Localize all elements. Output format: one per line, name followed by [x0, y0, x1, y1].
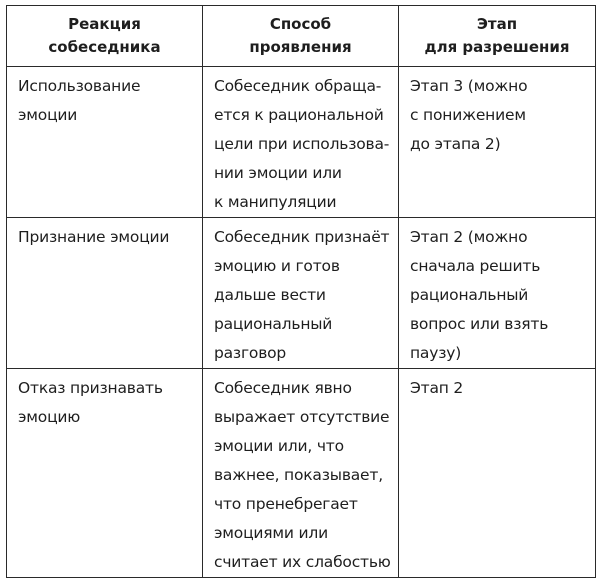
header-text: Этап	[476, 15, 518, 33]
header-text: собеседника	[48, 38, 161, 56]
header-text: проявления	[249, 38, 352, 56]
cell-text: к манипуляции	[214, 193, 337, 211]
cell-text: эмоцию	[18, 408, 81, 426]
cell-text: Отказ признавать	[18, 379, 163, 397]
cell-text: дальше вести	[214, 286, 326, 304]
cell-text: разговор	[214, 344, 287, 362]
cell-text: цели при использова-	[214, 135, 390, 153]
header-row	[7, 6, 596, 67]
cell-text: паузу)	[410, 344, 462, 362]
cell-text: ется к рациональной	[214, 106, 384, 124]
cell-text: Собеседник обраща-	[214, 77, 382, 95]
cell-text: Этап 3 (можно	[410, 77, 528, 95]
header-text: Реакция	[68, 15, 141, 33]
cell-stage	[399, 67, 596, 218]
cell-manifestation	[203, 67, 399, 218]
cell-text: рациональный	[214, 315, 333, 333]
cell-text: считает их слабостью	[214, 553, 391, 571]
cell-text: вопрос или взять	[410, 315, 549, 333]
cell-reaction	[7, 369, 203, 578]
header-stage	[399, 6, 596, 67]
cell-text: Собеседник явно	[214, 379, 352, 397]
cell-text: Этап 2 (можно	[410, 228, 528, 246]
cell-text: Признание эмоции	[18, 228, 170, 246]
cell-stage	[399, 369, 596, 578]
cell-reaction	[7, 218, 203, 369]
cell-manifestation	[203, 369, 399, 578]
table-row	[7, 369, 596, 578]
cell-text: эмоции или, что	[214, 437, 344, 455]
cell-text: эмоциями или	[214, 524, 328, 542]
cell-manifestation	[203, 218, 399, 369]
cell-text: эмоцию и готов	[214, 257, 340, 275]
table-row	[7, 67, 596, 218]
cell-text: рациональный	[410, 286, 529, 304]
cell-text: эмоции	[18, 106, 78, 124]
cell-text: сначала решить	[410, 257, 541, 275]
table-row	[7, 218, 596, 369]
header-manifestation	[203, 6, 399, 67]
cell-text: Собеседник признаёт	[214, 228, 390, 246]
cell-text: важнее, показывает,	[214, 466, 383, 484]
header-reaction	[7, 6, 203, 67]
cell-stage	[399, 218, 596, 369]
emotion-reaction-table	[6, 5, 596, 578]
cell-text: Этап 2	[410, 379, 464, 397]
cell-text: Использование	[18, 77, 141, 95]
cell-text: с понижением	[410, 106, 526, 124]
cell-text: до этапа 2)	[410, 135, 501, 153]
header-text: Способ	[269, 15, 332, 33]
cell-text: нии эмоции или	[214, 164, 342, 182]
cell-text: выражает отсутствие	[214, 408, 390, 426]
cell-text: что пренебрегает	[214, 495, 358, 513]
cell-reaction	[7, 67, 203, 218]
header-text: для разрешения	[424, 38, 570, 56]
